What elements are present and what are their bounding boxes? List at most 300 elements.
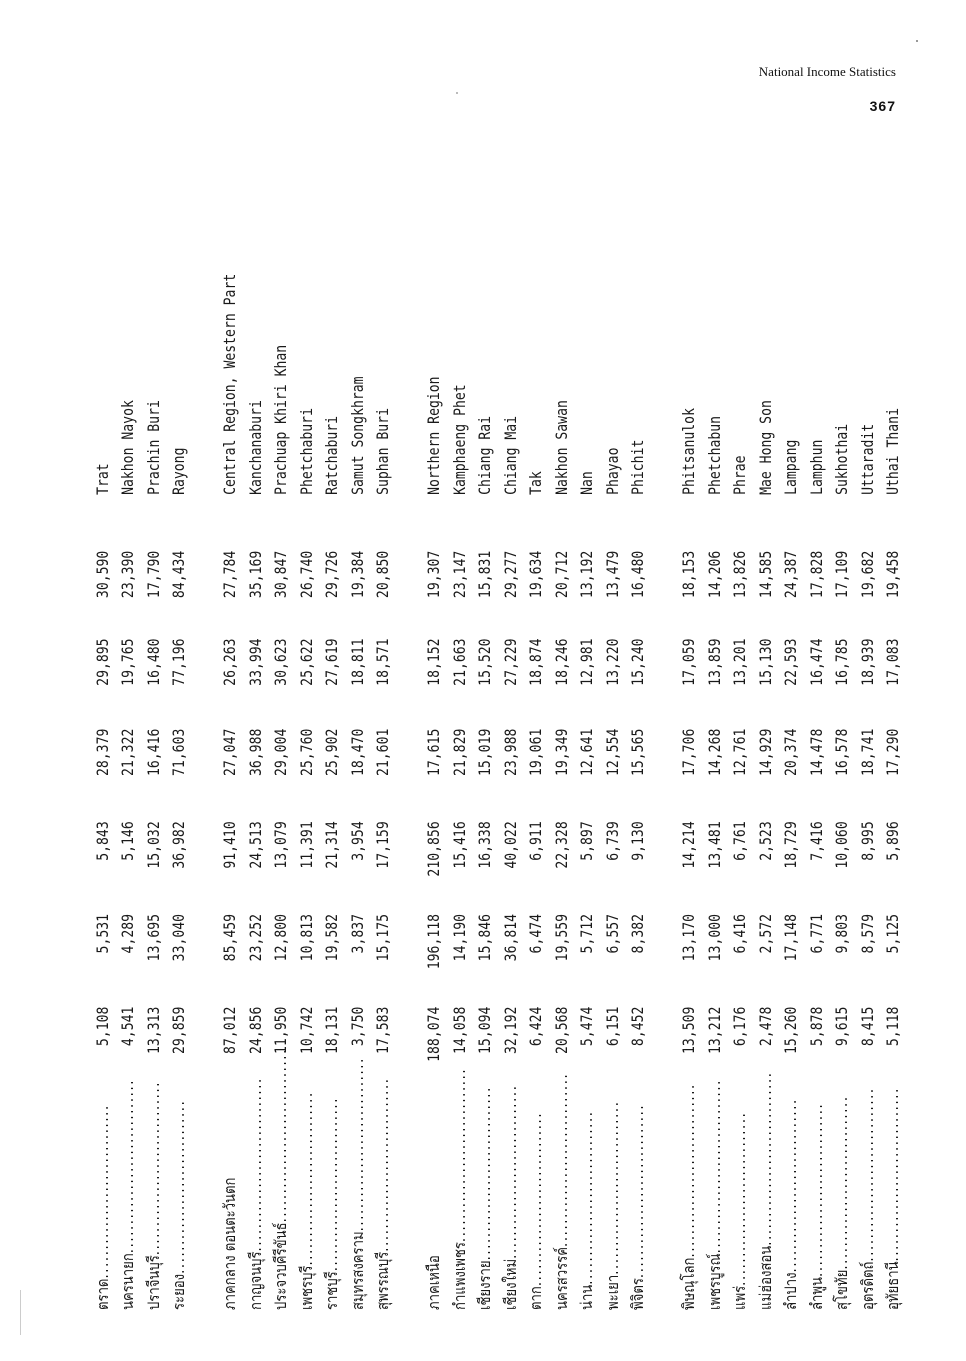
thai-name: เพชรบุรี (296, 1265, 316, 1310)
thai-province-label (551, 1072, 571, 1310)
table-row (830, 80, 856, 1310)
value-cell: 25,622 (296, 638, 316, 686)
value-cell: 15,260 (781, 1006, 801, 1054)
value-cell: 13,859 (704, 638, 724, 686)
value-cell: 20,850 (373, 550, 393, 599)
value-cell: 87,012 (220, 1006, 240, 1054)
value-cell: 33,994 (245, 638, 265, 686)
value-cell: 17,059 (679, 638, 699, 686)
value-cell: 9,615 (832, 1006, 852, 1047)
value-cell: 14,190 (449, 913, 469, 962)
value-cell: 15,019 (475, 728, 495, 777)
value-cell: 15,520 (475, 638, 495, 686)
thai-province-label (118, 1078, 138, 1310)
value-cell: 5,146 (118, 821, 138, 861)
binding-edge-line (20, 1290, 21, 1335)
thai-name: ระยอง (169, 1273, 189, 1310)
value-cell: 16,578 (832, 728, 852, 777)
thai-name: น่าน (577, 1284, 597, 1310)
value-cell: 13,192 (577, 550, 597, 599)
value-cell: 5,878 (806, 1006, 826, 1047)
thai-name: แพร่ (730, 1285, 750, 1310)
value-cell: 23,390 (118, 550, 138, 599)
value-cell: 14,929 (755, 728, 775, 777)
value-cell: 85,459 (220, 913, 240, 962)
value-cell: 19,458 (883, 550, 903, 599)
value-cell: 196,118 (424, 913, 444, 970)
value-cell: 13,220 (602, 638, 622, 686)
table-row (447, 80, 473, 1310)
english-province-label: Phetchaburi (296, 408, 316, 495)
value-cell: 17,109 (832, 550, 852, 599)
value-cell: 13,479 (602, 550, 622, 599)
value-cell: 8,382 (628, 913, 648, 954)
table-row (269, 80, 295, 1310)
english-province-label: Phrae (730, 455, 750, 495)
value-cell: 24,513 (245, 821, 265, 869)
leader-dots: .............................. (806, 1102, 826, 1277)
leader-dots: .............................. (679, 1083, 699, 1258)
value-cell: 6,771 (806, 913, 826, 954)
thai-name: พิจิตร (628, 1278, 648, 1310)
thai-name: สุโขทัย (832, 1269, 852, 1310)
thai-province-label (322, 1096, 342, 1310)
thai-province-label (628, 1103, 648, 1310)
leader-dots: .............................. (551, 1072, 571, 1247)
thai-province-label (296, 1091, 316, 1310)
value-cell: 20,712 (551, 550, 571, 599)
value-cell: 15,831 (475, 550, 495, 599)
thai-province-label (245, 1077, 265, 1310)
value-cell: 71,603 (169, 728, 189, 777)
thai-province-label (704, 1079, 724, 1310)
leader-dots: .............................. (577, 1110, 597, 1285)
thai-province-label (679, 1083, 699, 1310)
value-cell: 16,480 (628, 550, 648, 599)
value-cell: 18,939 (857, 638, 877, 686)
value-cell: 3,837 (347, 913, 367, 954)
value-cell: 7,416 (806, 821, 826, 861)
thai-name: ตาก (526, 1286, 546, 1310)
thai-province-label (781, 1098, 801, 1310)
english-province-label: Tak (526, 471, 546, 495)
value-cell: 188,074 (424, 1006, 444, 1062)
english-province-label: Suphan Buri (373, 408, 393, 495)
value-cell: 30,847 (271, 550, 291, 599)
value-cell: 20,568 (551, 1006, 571, 1054)
leader-dots: .............................. (628, 1103, 648, 1279)
table-row (167, 80, 193, 1310)
leader-dots: .............................. (781, 1098, 801, 1273)
table-row (345, 80, 371, 1310)
value-cell: 29,277 (500, 550, 520, 599)
english-province-label: Prachin Buri (143, 400, 163, 495)
table-row (575, 80, 601, 1310)
value-cell: 14,206 (704, 550, 724, 599)
thai-name: สุพรรณบุรี (373, 1251, 393, 1310)
value-cell: 5,125 (883, 913, 903, 954)
value-cell: 6,739 (602, 821, 622, 861)
leader-dots: .............................. (526, 1111, 546, 1287)
thai-name: นครสวรรค์ (551, 1246, 571, 1310)
english-province-label: Uthai Thani (883, 408, 903, 495)
value-cell: 9,803 (832, 913, 852, 954)
value-cell: 16,474 (806, 638, 826, 686)
value-cell: 16,416 (143, 728, 163, 777)
value-cell: 14,058 (449, 1006, 469, 1054)
leader-dots: .............................. (704, 1079, 724, 1254)
thai-province-label (883, 1087, 903, 1310)
value-cell: 27,229 (500, 638, 520, 686)
value-cell: 6,557 (602, 913, 622, 954)
value-cell: 19,582 (322, 913, 342, 962)
thai-province-label (577, 1110, 597, 1310)
thai-province-label (92, 1104, 112, 1310)
leader-dots: .............................. (832, 1095, 852, 1270)
thai-name: กาญจนบุรี (245, 1251, 265, 1310)
value-cell: 2,523 (755, 821, 775, 861)
value-cell: 15,130 (755, 638, 775, 686)
thai-province-label (143, 1080, 163, 1310)
value-cell: 17,583 (373, 1006, 393, 1054)
thai-province-label (373, 1077, 393, 1310)
value-cell: 33,040 (169, 913, 189, 962)
value-cell: 10,060 (832, 821, 852, 869)
value-cell: 11,391 (296, 821, 316, 869)
value-cell: 13,000 (704, 913, 724, 962)
thai-name: นครนายก (118, 1253, 138, 1310)
value-cell: 17,159 (373, 821, 393, 869)
thai-province-label (806, 1102, 826, 1310)
english-province-label: Mae Hong Son (755, 400, 775, 495)
english-province-label: Phitsanulok (679, 408, 699, 495)
table-row (141, 80, 167, 1310)
thai-province-label (426, 1130, 442, 1310)
page-number: 367 (869, 98, 896, 114)
english-province-label: Chiang Mai (500, 415, 520, 495)
value-cell: 23,988 (500, 728, 520, 777)
value-cell: 8,995 (857, 821, 877, 861)
value-cell: 36,988 (245, 728, 265, 777)
value-cell: 13,509 (679, 1006, 699, 1054)
value-cell: 4,289 (118, 913, 138, 954)
thai-province-label (526, 1111, 546, 1310)
value-cell: 11,950 (271, 1006, 291, 1054)
value-cell: 23,147 (449, 550, 469, 599)
value-cell: 15,032 (143, 821, 163, 869)
value-cell: 18,131 (322, 1006, 342, 1054)
english-province-label: Nakhon Nayok (118, 400, 138, 495)
value-cell: 13,170 (679, 913, 699, 962)
scan-speck (916, 40, 918, 42)
english-province-label: Kanchanaburi (245, 400, 265, 495)
value-cell: 17,615 (424, 728, 444, 777)
thai-province-label (271, 1048, 291, 1310)
income-table (90, 80, 906, 1310)
thai-name: ลำปาง (781, 1272, 801, 1310)
value-cell: 24,856 (245, 1006, 265, 1054)
value-cell: 14,214 (679, 821, 699, 869)
value-cell: 13,313 (143, 1006, 163, 1054)
leader-dots: .............................. (857, 1087, 877, 1262)
value-cell: 22,593 (781, 638, 801, 686)
leader-dots: .............................. (475, 1086, 495, 1261)
thai-province-label (602, 1100, 622, 1310)
english-province-label: Lampang (781, 439, 801, 495)
table-row (90, 80, 116, 1310)
value-cell: 13,826 (730, 550, 750, 599)
table-row (524, 80, 550, 1310)
thai-province-label (832, 1095, 852, 1310)
english-province-label: Phetchabun (704, 415, 724, 495)
leader-dots: .............................. (755, 1071, 775, 1246)
english-province-label: Sukhothai (832, 423, 852, 495)
value-cell: 19,634 (526, 550, 546, 599)
value-cell: 15,094 (475, 1006, 495, 1054)
thai-name: ลำพูน (806, 1276, 826, 1310)
value-cell: 13,079 (271, 821, 291, 869)
table-row (881, 80, 907, 1310)
value-cell: 17,083 (883, 638, 903, 686)
table-row (294, 80, 320, 1310)
value-cell: 19,682 (857, 550, 877, 599)
english-province-label: Rayong (169, 447, 189, 495)
thai-province-label (755, 1071, 775, 1310)
value-cell: 20,374 (781, 728, 801, 777)
table-row (728, 80, 754, 1310)
leader-dots: .............................. (92, 1104, 112, 1279)
english-province-label: Prachuap Khiri Khan (271, 344, 291, 495)
value-cell: 40,022 (500, 821, 520, 869)
thai-name: อุตรดิตถ์ (857, 1261, 877, 1310)
value-cell: 13,201 (730, 638, 750, 686)
value-cell: 10,813 (296, 913, 316, 962)
value-cell: 23,252 (245, 913, 265, 962)
table-row (753, 80, 779, 1310)
value-cell: 14,585 (755, 550, 775, 599)
thai-province-label (730, 1111, 750, 1310)
thai-name: กำแพงเพชร (449, 1242, 469, 1310)
value-cell: 91,410 (220, 821, 240, 869)
value-cell: 19,559 (551, 913, 571, 962)
value-cell: 22,328 (551, 821, 571, 869)
value-cell: 18,153 (679, 550, 699, 599)
thai-province-label (449, 1067, 469, 1310)
group-spacer (396, 80, 422, 1310)
value-cell: 18,470 (347, 728, 367, 777)
value-cell: 2,572 (755, 913, 775, 954)
english-province-label: Northern Region (424, 376, 444, 495)
english-province-label: Samut Songkhram (347, 376, 367, 495)
table-row (677, 80, 703, 1310)
thai-name: เชียงราย (475, 1260, 495, 1310)
table-row (549, 80, 575, 1310)
value-cell: 5,843 (92, 821, 112, 861)
value-cell: 16,338 (475, 821, 495, 869)
value-cell: 30,590 (92, 550, 112, 599)
value-cell: 29,004 (271, 728, 291, 777)
value-cell: 5,897 (577, 821, 597, 861)
value-cell: 8,415 (857, 1006, 877, 1047)
table-row (600, 80, 626, 1310)
value-cell: 16,480 (143, 638, 163, 686)
thai-name: ประจวบคีรีขันธ์ (271, 1222, 291, 1310)
english-province-label: Chiang Rai (475, 415, 495, 495)
value-cell: 5,118 (883, 1006, 903, 1047)
region-header-row (218, 80, 244, 1310)
region-header-row (422, 80, 448, 1310)
value-cell: 210,856 (424, 821, 444, 877)
english-province-label: Kamphaeng Phet (449, 384, 469, 495)
table-row (855, 80, 881, 1310)
thai-province-label (169, 1099, 189, 1310)
value-cell: 19,765 (118, 638, 138, 686)
value-cell: 13,212 (704, 1006, 724, 1054)
value-cell: 18,741 (857, 728, 877, 777)
english-province-label: Ratchaburi (322, 415, 342, 495)
value-cell: 5,531 (92, 913, 112, 954)
thai-province-label (475, 1086, 495, 1310)
table-row (473, 80, 499, 1310)
value-cell: 17,148 (781, 913, 801, 962)
value-cell: 19,307 (424, 550, 444, 599)
value-cell: 30,623 (271, 638, 291, 686)
value-cell: 12,554 (602, 728, 622, 777)
english-province-label: Central Region, Western Part (220, 273, 240, 495)
value-cell: 14,478 (806, 728, 826, 777)
value-cell: 25,902 (322, 728, 342, 777)
value-cell: 29,726 (322, 550, 342, 599)
value-cell: 16,785 (832, 638, 852, 686)
value-cell: 21,314 (322, 821, 342, 869)
english-province-label: Phayao (602, 447, 622, 495)
value-cell: 6,911 (526, 821, 546, 861)
value-cell: 9,130 (628, 821, 648, 861)
value-cell: 19,349 (551, 728, 571, 777)
thai-province-label (857, 1087, 877, 1310)
value-cell: 26,263 (220, 638, 240, 686)
thai-name: พะเยา (602, 1274, 622, 1310)
value-cell: 17,290 (883, 728, 903, 777)
value-cell: 15,416 (449, 821, 469, 869)
group-spacer (651, 80, 677, 1310)
value-cell: 28,379 (92, 728, 112, 777)
value-cell: 24,387 (781, 550, 801, 599)
leader-dots: .............................. (730, 1111, 750, 1286)
value-cell: 6,424 (526, 1006, 546, 1047)
thai-name: เพชรบูรณ์ (704, 1253, 724, 1310)
table-row (804, 80, 830, 1310)
value-cell: 15,175 (373, 913, 393, 962)
value-cell: 13,481 (704, 821, 724, 869)
value-cell: 5,108 (92, 1006, 112, 1047)
leader-dots: .............................. (347, 1057, 367, 1232)
value-cell: 15,240 (628, 638, 648, 686)
table-row (116, 80, 142, 1310)
leader-dots: .............................. (500, 1084, 520, 1259)
thai-name: อุทัยธานี (883, 1261, 903, 1310)
value-cell: 35,169 (245, 550, 265, 599)
thai-name: แม่ฮ่องสอน (755, 1245, 775, 1310)
value-cell: 18,811 (347, 638, 367, 686)
english-province-label: Trat (92, 463, 112, 495)
value-cell: 8,579 (857, 913, 877, 954)
thai-name: สมุทรสงคราม (347, 1231, 367, 1310)
leader-dots: .............................. (296, 1091, 316, 1266)
value-cell: 18,571 (373, 638, 393, 686)
value-cell: 12,981 (577, 638, 597, 686)
value-cell: 10,742 (296, 1006, 316, 1054)
value-cell: 13,695 (143, 913, 163, 962)
value-cell: 6,176 (730, 1006, 750, 1047)
english-province-label: Nan (577, 471, 597, 495)
english-province-label: Lamphun (806, 439, 826, 495)
leader-dots: .............................. (883, 1087, 903, 1262)
value-cell: 27,047 (220, 728, 240, 777)
thai-name: พิษณุโลก (679, 1257, 699, 1310)
english-province-label: Uttaradit (857, 423, 877, 495)
value-cell: 12,800 (271, 913, 291, 962)
value-cell: 6,761 (730, 821, 750, 861)
leader-dots: .............................. (143, 1080, 163, 1256)
value-cell: 17,790 (143, 550, 163, 599)
value-cell: 18,152 (424, 638, 444, 686)
value-cell: 15,565 (628, 728, 648, 777)
value-cell: 25,760 (296, 728, 316, 777)
value-cell: 5,896 (883, 821, 903, 861)
thai-province-label (222, 1130, 238, 1310)
value-cell: 6,416 (730, 913, 750, 954)
value-cell: 27,619 (322, 638, 342, 686)
thai-name: เชียงใหม่ (500, 1258, 520, 1310)
thai-province-label (500, 1084, 520, 1310)
leader-dots: .............................. (449, 1067, 469, 1243)
value-cell: 29,859 (169, 1006, 189, 1054)
thai-name: ราชบุรี (322, 1271, 342, 1310)
value-cell: 36,982 (169, 821, 189, 869)
value-cell: 6,474 (526, 913, 546, 954)
english-province-label: Phichit (628, 439, 648, 495)
value-cell: 21,663 (449, 638, 469, 686)
value-cell: 27,784 (220, 550, 240, 599)
value-cell: 32,192 (500, 1006, 520, 1054)
value-cell: 4,541 (118, 1006, 138, 1047)
table-row (371, 80, 397, 1310)
value-cell: 36,814 (500, 913, 520, 962)
leader-dots: .............................. (169, 1099, 189, 1274)
thai-name: ภาคเหนือ (424, 1255, 444, 1310)
value-cell: 3,954 (347, 821, 367, 861)
leader-dots: .............................. (245, 1077, 265, 1252)
value-cell: 19,384 (347, 550, 367, 599)
value-cell: 2,478 (755, 1006, 775, 1047)
table-row (498, 80, 524, 1310)
leader-dots: .............................. (322, 1096, 342, 1272)
rotated-table (90, 80, 940, 1310)
thai-name: ปราจีนบุรี (143, 1255, 163, 1310)
table-row (702, 80, 728, 1310)
thai-name: ภาคกลาง ตอนตะวันตก (220, 1177, 240, 1310)
thai-province-label (347, 1057, 367, 1310)
table-row (243, 80, 269, 1310)
leader-dots: .............................. (118, 1078, 138, 1254)
value-cell: 84,434 (169, 550, 189, 599)
value-cell: 15,846 (475, 913, 495, 962)
value-cell: 18,874 (526, 638, 546, 686)
value-cell: 17,828 (806, 550, 826, 599)
value-cell: 5,712 (577, 913, 597, 954)
table-row (320, 80, 346, 1310)
